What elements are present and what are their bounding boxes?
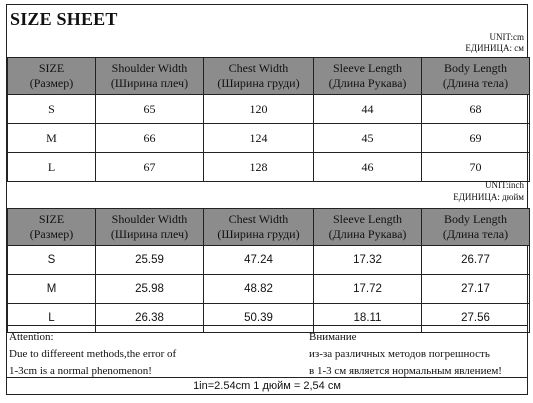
- cell-body: 27.17: [422, 275, 530, 304]
- attention-ru: [309, 329, 502, 380]
- cell-size: M: [8, 124, 96, 153]
- attention-en: [9, 329, 176, 380]
- attention-text: в 1-3 см является нормальным явлением!: [309, 365, 502, 377]
- header-body-length: Body Length (Длина тела): [422, 58, 530, 95]
- cell-size: L: [8, 153, 96, 182]
- unit-label-inch-ru: ЕДИНИЦА: дюйм: [453, 192, 524, 202]
- table-row: [8, 153, 530, 182]
- cell-shoulder: 26.38: [96, 304, 204, 333]
- conversion-footer: 1in=2.54cm 1 дюйм = 2,54 см: [7, 377, 527, 395]
- cell-body: 70: [422, 153, 530, 182]
- cell-chest: 128: [204, 153, 314, 182]
- cell-shoulder: 25.98: [96, 275, 204, 304]
- table-row: [8, 95, 530, 124]
- attention-text: из-за различных методов погрешность: [309, 348, 490, 360]
- cell-chest: 47.24: [204, 246, 314, 275]
- cell-sleeve: 17.32: [314, 246, 422, 275]
- cell-body: 27.56: [422, 304, 530, 333]
- cell-body: 69: [422, 124, 530, 153]
- table-header-row: [8, 58, 530, 95]
- unit-label-cm: UNIT:cm: [489, 32, 524, 42]
- cell-size: L: [8, 304, 96, 333]
- header-shoulder-width: Shoulder Width (Ширина плеч): [96, 58, 204, 95]
- size-table-cm: [7, 57, 530, 182]
- cell-chest: 48.82: [204, 275, 314, 304]
- cell-shoulder: 67: [96, 153, 204, 182]
- cell-shoulder: 25.59: [96, 246, 204, 275]
- header-shoulder-width: Shoulder Width (Ширина плеч): [96, 209, 204, 246]
- cell-shoulder: 65: [96, 95, 204, 124]
- table-row: [8, 275, 530, 304]
- cell-size: S: [8, 246, 96, 275]
- cell-sleeve: 18.11: [314, 304, 422, 333]
- cell-chest: 124: [204, 124, 314, 153]
- header-sleeve-length: Sleeve Length (Длина Рукава): [314, 58, 422, 95]
- header-size: SIZE (Размер): [8, 58, 96, 95]
- cell-body: 68: [422, 95, 530, 124]
- cell-chest: 120: [204, 95, 314, 124]
- header-body-length: Body Length (Длина тела): [422, 209, 530, 246]
- table-row: [8, 124, 530, 153]
- attention-notes: [7, 325, 527, 379]
- attention-heading: Attention:: [9, 331, 54, 343]
- header-sleeve-length: Sleeve Length (Длина Рукава): [314, 209, 422, 246]
- page-title: SIZE SHEET: [10, 9, 118, 29]
- cell-sleeve: 44: [314, 95, 422, 124]
- header-chest-width: Chest Width (Ширина груди): [204, 209, 314, 246]
- cell-size: M: [8, 275, 96, 304]
- cell-sleeve: 17.72: [314, 275, 422, 304]
- header-chest-width: Chest Width (Ширина груди): [204, 58, 314, 95]
- cell-sleeve: 46: [314, 153, 422, 182]
- cell-sleeve: 45: [314, 124, 422, 153]
- size-sheet: [6, 4, 528, 395]
- attention-text: 1-3cm is a normal phenomenon!: [9, 365, 152, 377]
- cell-chest: 50.39: [204, 304, 314, 333]
- size-table-inch: [7, 208, 530, 333]
- header-size: SIZE (Размер): [8, 209, 96, 246]
- table-row: [8, 246, 530, 275]
- unit-label-cm-ru: ЕДИНИЦА: см: [465, 43, 524, 53]
- attention-text: Due to differeent methods,the error of: [9, 348, 177, 360]
- table-header-row: [8, 209, 530, 246]
- attention-heading: Внимание: [309, 331, 357, 343]
- unit-label-inch: UNIT:inch: [484, 180, 524, 190]
- cell-shoulder: 66: [96, 124, 204, 153]
- cell-size: S: [8, 95, 96, 124]
- cell-body: 26.77: [422, 246, 530, 275]
